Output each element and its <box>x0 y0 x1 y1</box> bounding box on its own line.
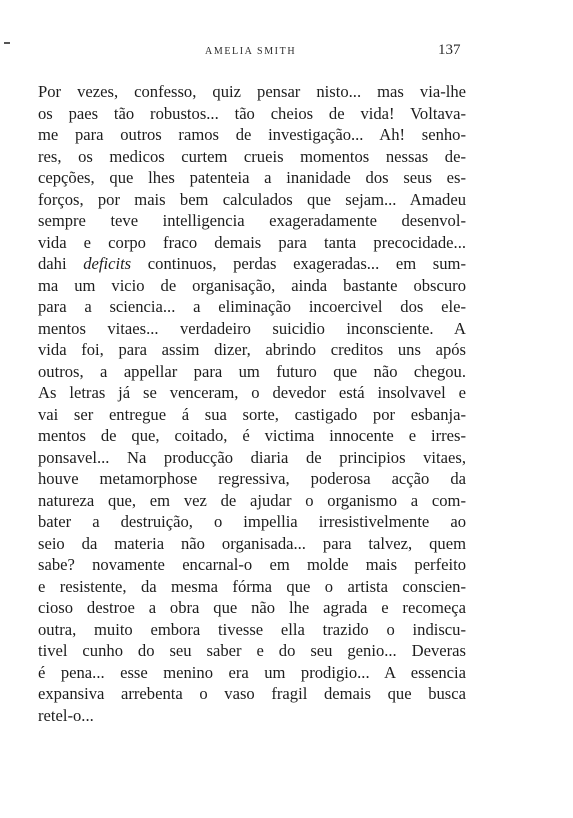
text-line: ponsavel... Na producção diaria de principios vitaes, <box>38 447 466 467</box>
text-line: outra, muito embora tivesse ella trazido o indiscu- <box>38 619 466 639</box>
text-line: seio da materia não organisada... para talvez, quem <box>38 533 466 553</box>
text-line: e resistente, da mesma fórma que o artista conscien- <box>38 576 466 596</box>
text-line: forços, por mais bem calculados que sejam... Amadeu <box>38 189 466 209</box>
text-line: vida foi, para assim dizer, abrindo creditos uns após <box>38 340 466 359</box>
text-line: me para outros ramos de investigação... Ah! senho- <box>38 125 466 144</box>
body-text <box>38 81 466 726</box>
text-line: bater a destruição, o impellia irresistivelmente ao <box>38 512 466 531</box>
text-line: mentos vitaes... verdadeiro suicidio inconsciente. A <box>38 318 466 338</box>
text-line: Por vezes, confesso, quiz pensar nisto... mas via-lhe <box>38 82 466 101</box>
text-line: cioso destroe a obra que não lhe agrada e recomeça <box>38 598 466 617</box>
text-line: vai ser entregue á sua sorte, castigado por esbanja- <box>38 404 466 424</box>
text-line: é pena... esse menino era um prodigio... A essencia <box>38 662 466 682</box>
text-line: As letras já se venceram, o devedor está insolvavel e <box>38 383 466 402</box>
page-header <box>0 42 573 62</box>
text-line: para a sciencia... a eliminação incoercivel dos ele- <box>38 297 466 316</box>
text-line: tivel cunho do seu saber e do seu genio... Deveras <box>38 641 466 660</box>
text-line: sabe? novamente encarnal-o em molde mais perfeito <box>38 555 466 574</box>
text-line: outros, a appellar para um futuro que não chegou. <box>38 361 466 381</box>
running-head: AMELIA SMITH <box>205 46 297 57</box>
text-line: expansiva arrebenta o vaso fragil demais que busca <box>38 684 466 703</box>
text-line: cepções, que lhes patenteia a inanidade dos seus es- <box>38 168 466 187</box>
page-number: 137 <box>438 42 461 58</box>
text-line: res, os medicos curtem crueis momentos nessas de- <box>38 146 466 166</box>
text-line: ma um vicio de organisação, ainda bastante obscuro <box>38 275 466 295</box>
text-line: dahi deficits continuos, perdas exageradas... em sum- <box>38 254 466 273</box>
text-line: houve metamorphose regressiva, poderosa acção da <box>38 469 466 488</box>
text-line: natureza que, em vez de ajudar o organismo a com- <box>38 490 466 510</box>
text-line: vida e corpo fraco demais para tanta precocidade... <box>38 232 466 252</box>
text-line: retel-o... <box>38 705 94 725</box>
text-line: os paes tão robustos... tão cheios de vida! Voltava- <box>38 103 466 123</box>
text-line: sempre teve intelligencia exageradamente desenvol- <box>38 211 466 230</box>
italic-term: deficits <box>83 254 132 273</box>
text-line: mentos de que, coitado, é victima innocente e irres- <box>38 426 466 445</box>
